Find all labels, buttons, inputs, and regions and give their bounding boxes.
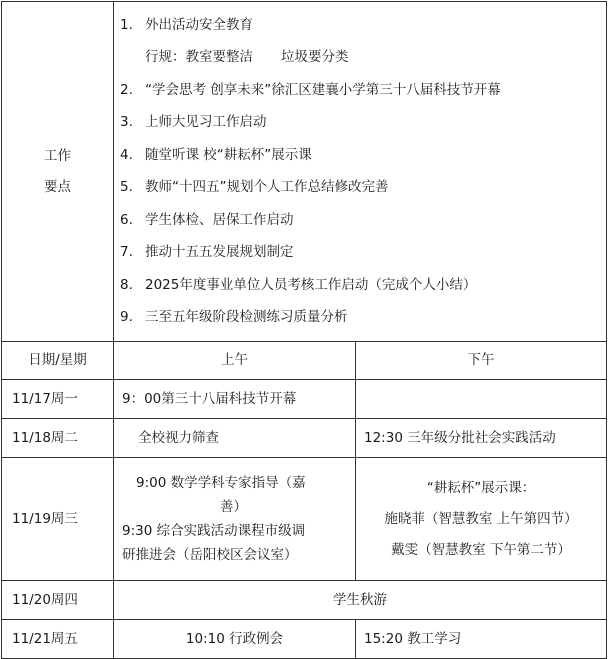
header-date: 日期/星期 bbox=[2, 342, 114, 380]
row-date: 11/17周一 bbox=[2, 380, 114, 419]
row-am: 全校视力筛查 bbox=[114, 419, 356, 458]
row-pm: 12:30 三年级分批社会实践活动 bbox=[356, 419, 607, 458]
row-all-day: 学生秋游 bbox=[114, 581, 607, 620]
work-point-item: 8. 2025年度事业单位人员考核工作启动（完成个人小结） bbox=[120, 276, 477, 293]
table-row bbox=[2, 620, 607, 659]
table-row bbox=[2, 419, 607, 458]
work-point-item: 7. 推动十五五发展规划制定 bbox=[120, 244, 294, 261]
row-date: 11/21周五 bbox=[2, 620, 114, 659]
row-am: 9:00 数学学科专家指导（嘉 善） 9:30 综合实践活动课程市级调 研推进会（岳阳校区会议室） bbox=[114, 458, 356, 581]
table-row bbox=[2, 458, 607, 581]
work-points-label: 工作 要点 bbox=[2, 2, 114, 342]
row-pm: 15:20 教工学习 bbox=[356, 620, 607, 659]
work-point-item: 3. 上师大见习工作启动 bbox=[120, 114, 267, 131]
header-am: 上午 bbox=[114, 342, 356, 380]
work-points-row bbox=[2, 2, 607, 342]
work-point-item: 6. 学生体检、居保工作启动 bbox=[120, 211, 294, 228]
work-point-item: 9. 三至五年级阶段检测练习质量分析 bbox=[120, 309, 348, 326]
work-point-item: 4. 随堂听课 校“耕耘杯”展示课 bbox=[120, 146, 312, 163]
work-points-list bbox=[114, 2, 607, 342]
row-pm bbox=[356, 380, 607, 419]
weekly-schedule-table bbox=[1, 1, 607, 659]
row-am: 9：00第三十八届科技节开幕 bbox=[114, 380, 356, 419]
row-date: 11/19周三 bbox=[2, 458, 114, 581]
row-date: 11/18周二 bbox=[2, 419, 114, 458]
table-row bbox=[2, 380, 607, 419]
work-point-item: 5. 教师“十四五”规划个人工作总结修改完善 bbox=[120, 179, 389, 196]
row-pm: “耕耘杯”展示课： 施晓菲（智慧教室 上午第四节） 戴雯（智慧教室 下午第二节） bbox=[356, 458, 607, 581]
row-am: 10:10 行政例会 bbox=[114, 620, 356, 659]
work-point-item: 2. “学会思考 创享未来”徐汇区建襄小学第三十八届科技节开幕 bbox=[120, 81, 501, 98]
work-point-subitem: 行规：教室要整洁 垃圾要分类 bbox=[145, 49, 349, 66]
table-header-row bbox=[2, 342, 607, 380]
row-date: 11/20周四 bbox=[2, 581, 114, 620]
table-row bbox=[2, 581, 607, 620]
work-point-item: 1. 外出活动安全教育 bbox=[120, 16, 253, 33]
header-pm: 下午 bbox=[356, 342, 607, 380]
